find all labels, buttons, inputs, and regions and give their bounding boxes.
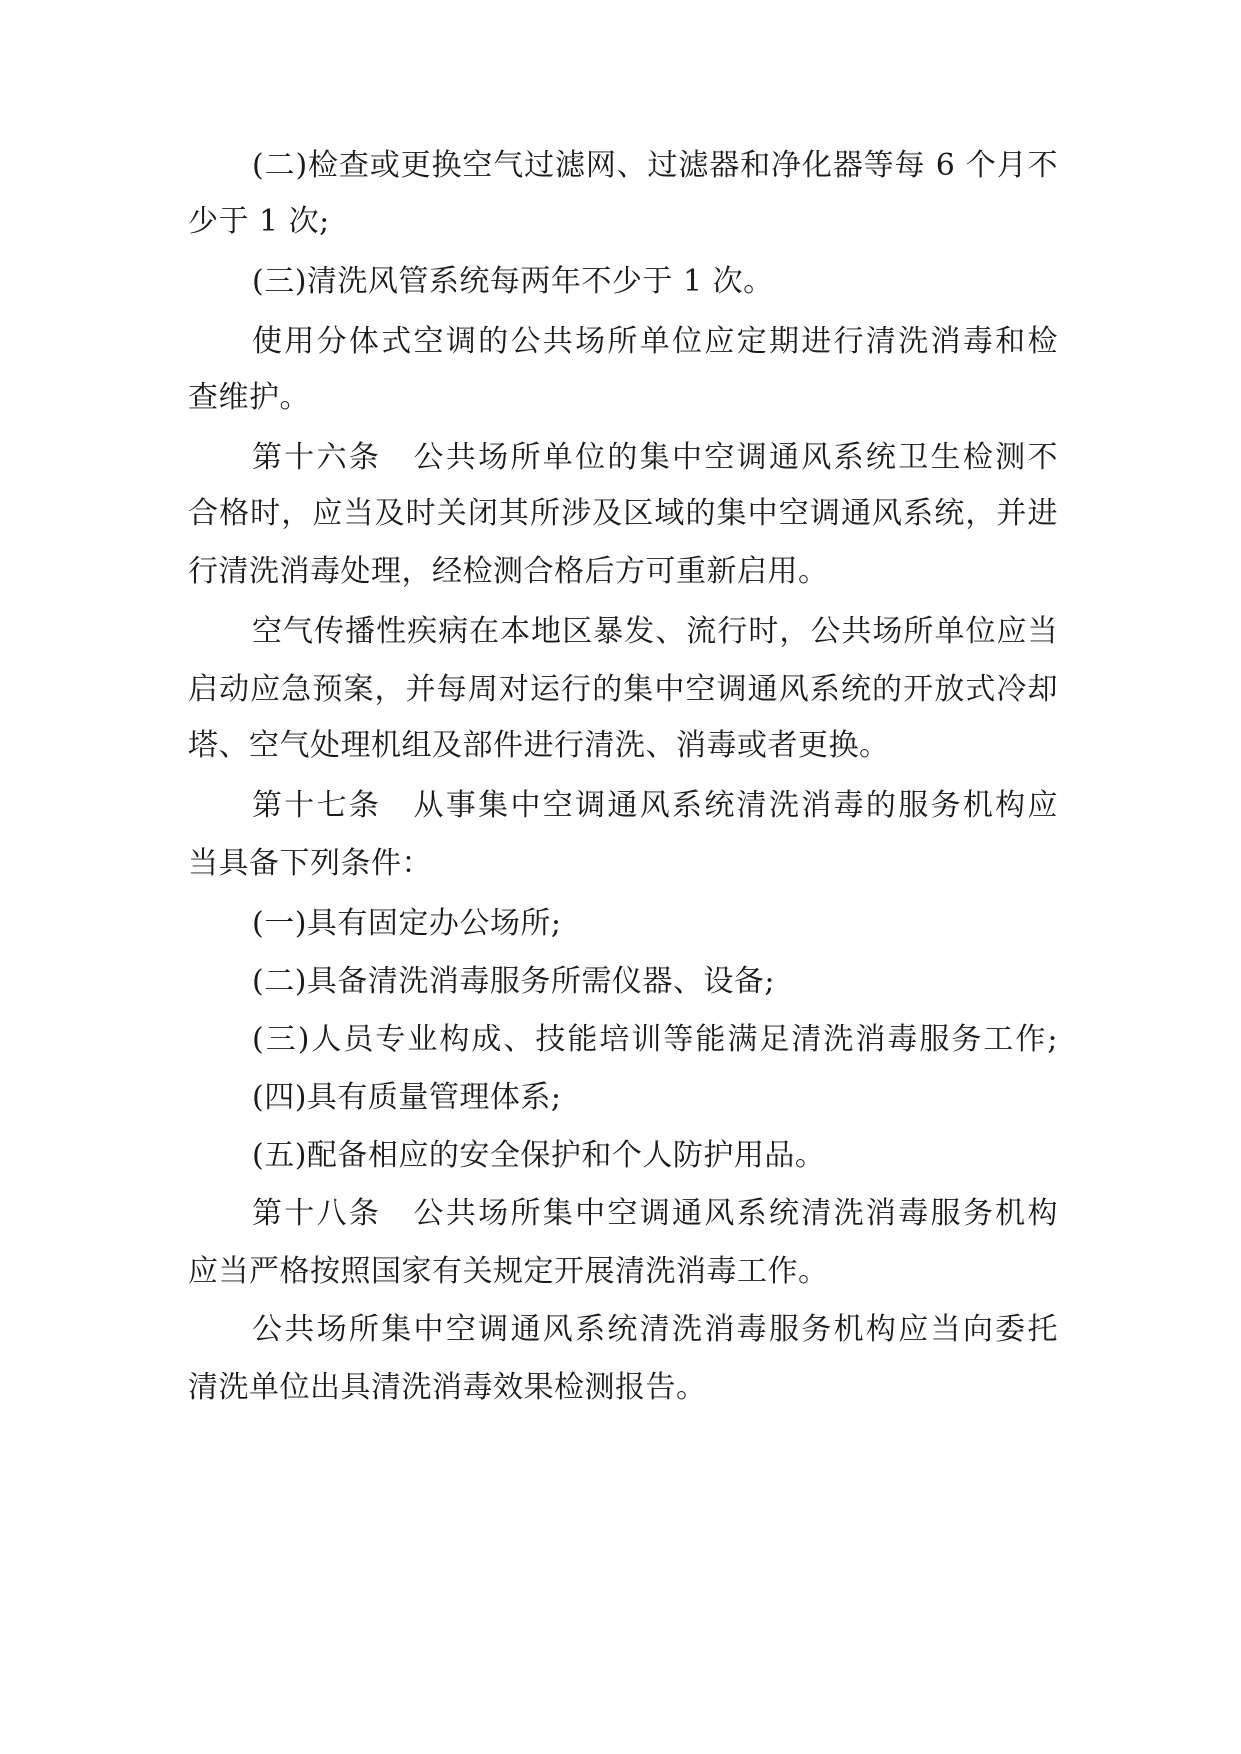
article-16-line-1: 第十六条 公共场所单位的集中空调通风系统卫生检测不	[252, 440, 1058, 475]
paragraph-report-line-1: 公共场所集中空调通风系统清洗消毒服务机构应当向委托	[252, 1312, 1058, 1347]
article-16-line-3: 行清洗消毒处理，经检测合格后方可重新启用。	[188, 554, 829, 589]
paragraph-epidemic-line-3: 塔、空气处理机组及部件进行清洗、消毒或者更换。	[188, 728, 890, 763]
paragraph-item-2-filter-line-1: (二)检查或更换空气过滤网、过滤器和净化器等每 6 个月不	[252, 148, 1058, 183]
article-16-line-2: 合格时，应当及时关闭其所涉及区域的集中空调通风系统，并进	[188, 496, 1058, 531]
article-18-line-1: 第十八条 公共场所集中空调通风系统清洗消毒服务机构	[252, 1196, 1058, 1231]
paragraph-epidemic-line-2: 启动应急预案，并每周对运行的集中空调通风系统的开放式冷却	[188, 672, 1058, 707]
condition-1: (一)具有固定办公场所;	[252, 906, 562, 941]
paragraph-split-ac-line-2: 查维护。	[188, 380, 310, 415]
condition-3: (三)人员专业构成、技能培训等能满足清洗消毒服务工作;	[252, 1022, 1058, 1057]
condition-5: (五)配备相应的安全保护和个人防护用品。	[252, 1138, 826, 1173]
article-18-line-2: 应当严格按照国家有关规定开展清洗消毒工作。	[188, 1254, 829, 1289]
paragraph-split-ac-line-1: 使用分体式空调的公共场所单位应定期进行清洗消毒和检	[252, 324, 1058, 359]
paragraph-report-line-2: 清洗单位出具清洗消毒效果检测报告。	[188, 1370, 707, 1405]
article-17-line-2: 当具备下列条件：	[188, 846, 432, 881]
article-17-line-1: 第十七条 从事集中空调通风系统清洗消毒的服务机构应	[252, 788, 1058, 823]
condition-4: (四)具有质量管理体系;	[252, 1080, 562, 1115]
condition-2: (二)具备清洗消毒服务所需仪器、设备;	[252, 964, 776, 999]
paragraph-item-2-filter-line-2: 少于 1 次;	[188, 204, 330, 239]
paragraph-item-3-duct: (三)清洗风管系统每两年不少于 1 次。	[252, 264, 774, 299]
paragraph-epidemic-line-1: 空气传播性疾病在本地区暴发、流行时，公共场所单位应当	[252, 614, 1058, 649]
